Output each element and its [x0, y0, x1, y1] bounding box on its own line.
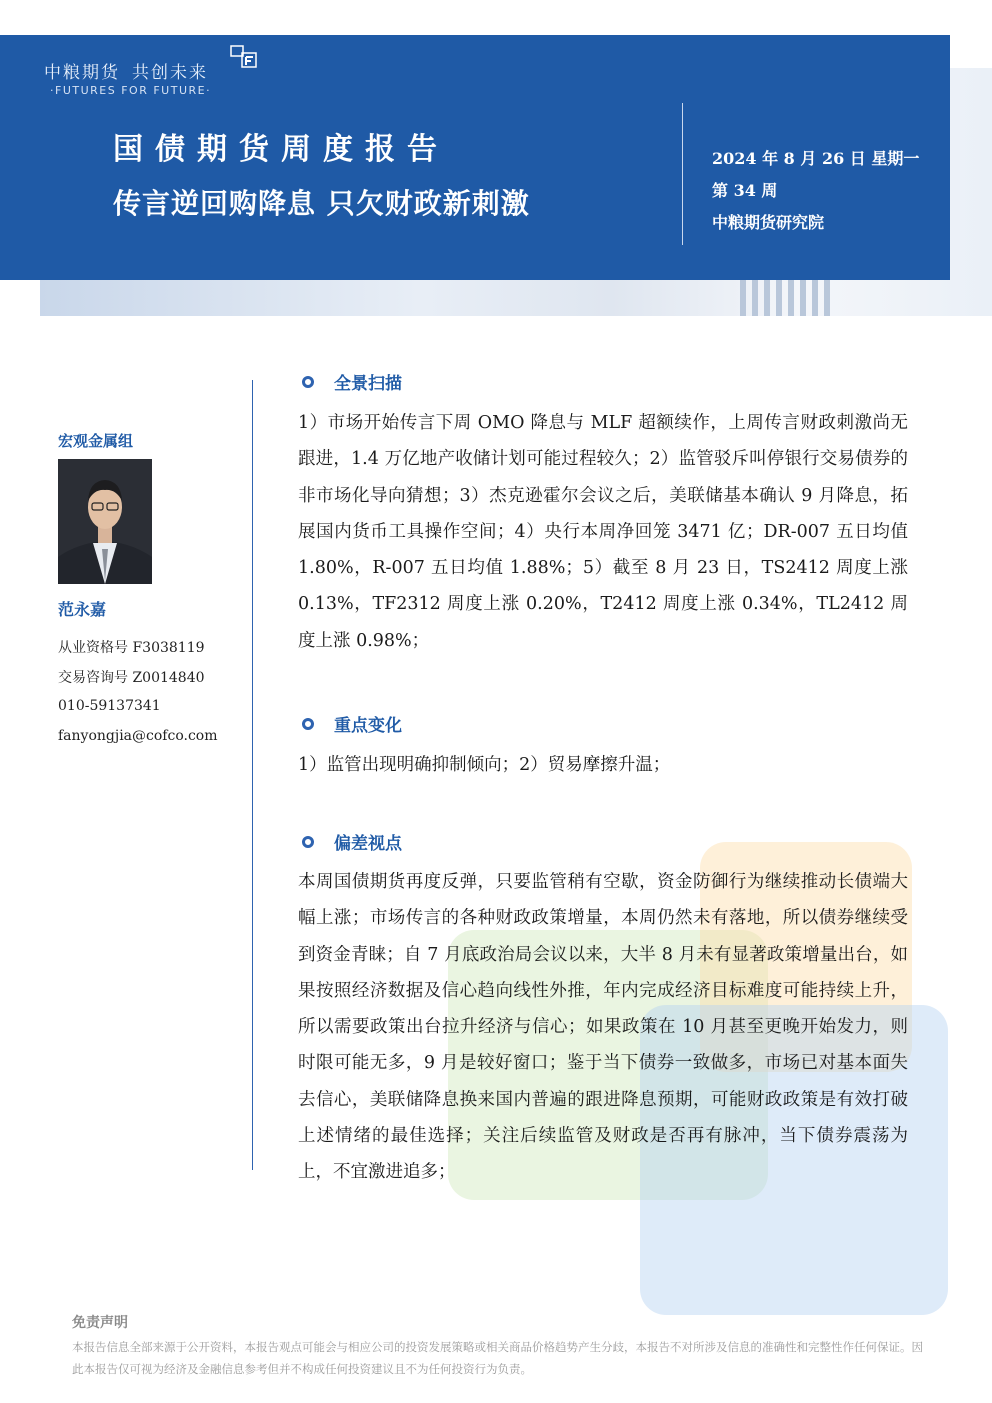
analyst-photo: [58, 459, 152, 584]
logo-mark-icon: [230, 45, 258, 71]
bullet-icon: [302, 718, 314, 730]
section-body-overview: 1）市场开始传言下周 OMO 降息与 MLF 超额续作，上周传言财政刺激尚无跟进，1.4 万亿地产收储计划可能过程较久；2）监管驳斥叫停银行交易债券的非市场化导向猜想；3）杰克逊霍尔会议之后，美联储基本确认 9 月降息，拓展国内货币工具操作空间；4）央行本周净回笼 3471 亿；DR-007 五日均值 1.80%，R-007 五日均值 1.88%；5）截至 8 月 23 日，TS2412 周度上涨 0.13%，TF2312 周度上涨 0.20%，T2412 周度上涨 0.34%，TL2412 周度上涨 0.98%；: [298, 413, 908, 651]
disclaimer-text: 本报告信息全部来源于公开资料，本报告观点可能会与相应公司的投资发展策略或相关商品价格趋势产生分歧，本报告不对所涉及信息的准确性和完整性作任何保证。因此本报告仅可视为经济及金融信息参考但并不构成任何投资建议且不为任何投资行为负责。: [72, 1340, 923, 1376]
section-heading-overview: [302, 369, 402, 394]
report-week: 第 34 周: [712, 181, 778, 200]
section-title: 偏差视点: [334, 834, 402, 854]
analyst-team: 宏观金属组: [58, 432, 134, 450]
analyst-advisory-number: 交易咨询号 Z0014840: [58, 670, 205, 686]
logo-name: 中粮期货: [44, 63, 120, 83]
section-body-deviation-view: 本周国债期货再度反弹，只要监管稍有空歇，资金防御行为继续推动长债端大幅上涨；市场传言的各种财政政策增量，本周仍然未有落地，所以债券继续受到资金青睐；自 7 月底政治局会议以来，大半 8 月未有显著政策增量出台，如果按照经济数据及信心趋向线性外推，年内完成经济目标难度可能持续上升，所以需要政策出台拉升经济与信心；如果政策在 10 月甚至更晚开始发力，则时限可能无多，9 月是较好窗口；鉴于当下债券一致做多，市场已对基本面失去信心，美联储降息换来国内普遍的跟进降息预期，可能财政政策是有效打破上述情绪的最佳选择；关注后续监管及财政是否再有脉冲，当下债券震荡为上，不宜激进追多；: [298, 872, 908, 1183]
analyst-name: 范永嘉: [58, 600, 107, 619]
sidebar-divider: [252, 380, 253, 1170]
disclaimer-title: 免责声明: [72, 1315, 128, 1331]
research-institute: 中粮期货研究院: [712, 213, 825, 232]
section-title: 全景扫描: [334, 374, 402, 394]
logo-slogan-english: ·FUTURES FOR FUTURE·: [50, 84, 212, 97]
header-divider: [682, 103, 683, 245]
company-logo: [44, 58, 208, 83]
logo-slogan: 共创未来: [132, 63, 208, 83]
bullet-icon: [302, 376, 314, 388]
analyst-email: fanyongjia@cofco.com: [58, 728, 218, 744]
report-title: 国债期货周度报告: [113, 132, 449, 167]
analyst-phone: 010-59137341: [58, 698, 161, 714]
report-headline: 传言逆回购降息 只欠财政新刺激: [113, 187, 530, 220]
analyst-license: 从业资格号 F3038119: [58, 640, 205, 656]
section-heading-key-changes: [302, 711, 402, 736]
bullet-icon: [302, 836, 314, 848]
report-date: 2024 年 8 月 26 日 星期一: [712, 149, 920, 168]
section-heading-deviation-view: [302, 829, 402, 854]
section-body-key-changes: 1）监管出现明确抑制倾向；2）贸易摩擦升温；: [298, 755, 671, 775]
section-title: 重点变化: [334, 716, 402, 736]
